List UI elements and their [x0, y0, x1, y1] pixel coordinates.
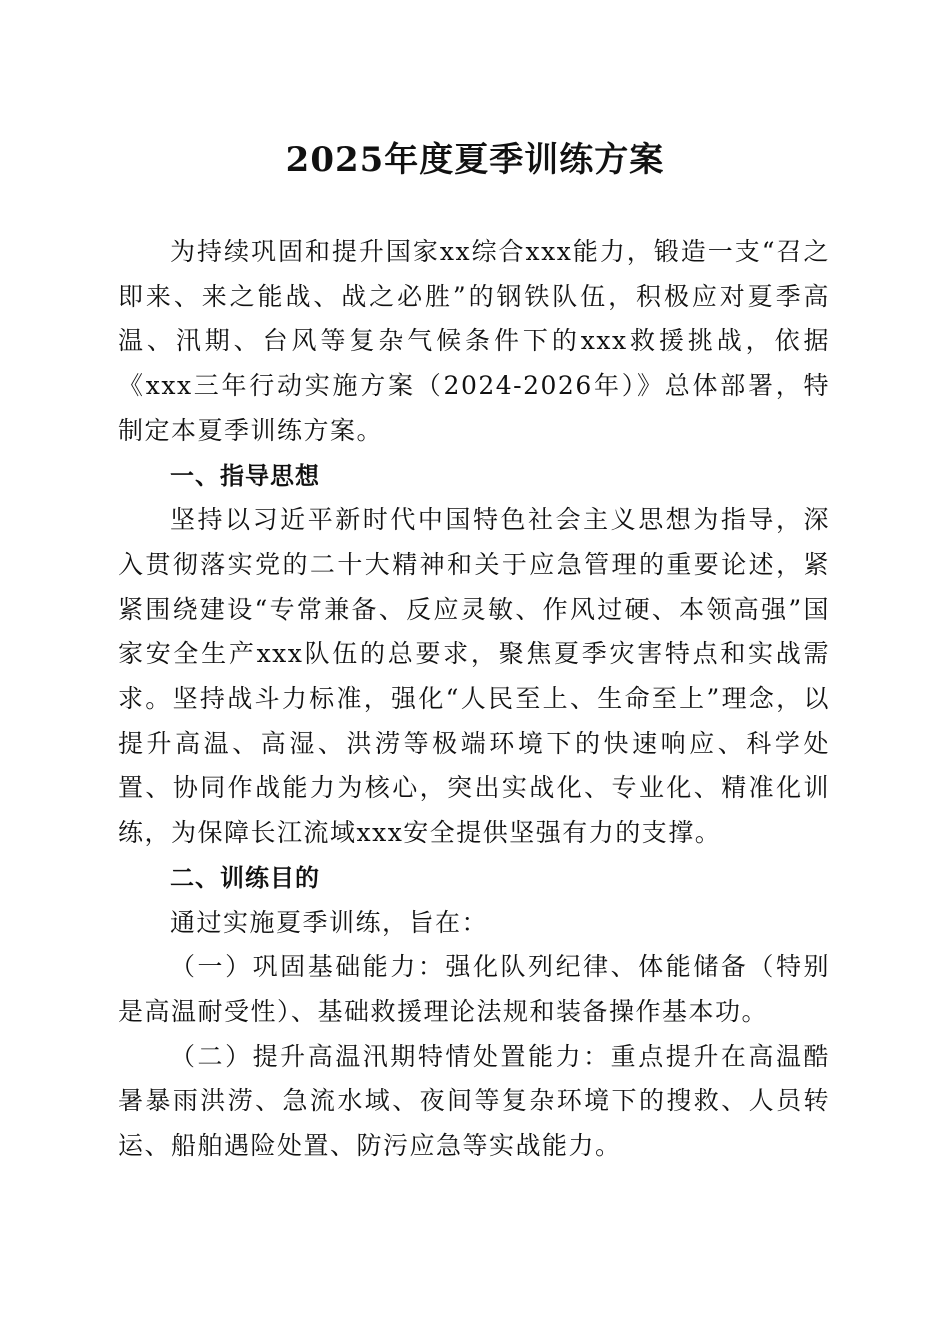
training-purpose-item-1: （一）巩固基础能力：强化队列纪律、体能储备（特别是高温耐受性）、基础救援理论法规和装备操作基本功。 — [118, 952, 830, 1026]
intro-paragraph: 为持续巩固和提升国家xx综合xxx能力，锻造一支“召之即来、来之能战、战之必胜”的钢铁队伍，积极应对夏季高温、汛期、台风等复杂气候条件下的xxx救援挑战，依据《xxx三年行动实施方案（2024-2026年）》总体部署，特制定本夏季训练方案。 — [118, 237, 830, 445]
training-purpose-lead: 通过实施夏季训练，旨在： — [170, 907, 489, 937]
section-heading-guiding-ideology: 一、指导思想 — [170, 461, 320, 490]
document-body — [118, 230, 830, 1169]
guiding-ideology-paragraph: 坚持以习近平新时代中国特色社会主义思想为指导，深入贯彻落实党的二十大精神和关于应急管理的重要论述，紧紧围绕建设“专常兼备、反应灵敏、作风过硬、本领高强”国家安全生产xxx队伍的总要求，聚焦夏季灾害特点和实战需求。坚持战斗力标准，强化“人民至上、生命至上”理念，以提升高温、高湿、洪涝等极端环境下的快速响应、科学处置、协同作战能力为核心，突出实战化、专业化、精准化训练，为保障长江流域xxx安全提供坚强有力的支撑。 — [118, 505, 830, 848]
document-title: 2025年度夏季训练方案 — [285, 140, 665, 180]
training-purpose-item-2: （二）提升高温汛期特情处置能力：重点提升在高温酷暑暴雨洪涝、急流水域、夜间等复杂环境下的搜救、人员转运、船舶遇险处置、防污应急等实战能力。 — [118, 1041, 830, 1161]
section-heading-training-purpose: 二、训练目的 — [170, 863, 320, 892]
